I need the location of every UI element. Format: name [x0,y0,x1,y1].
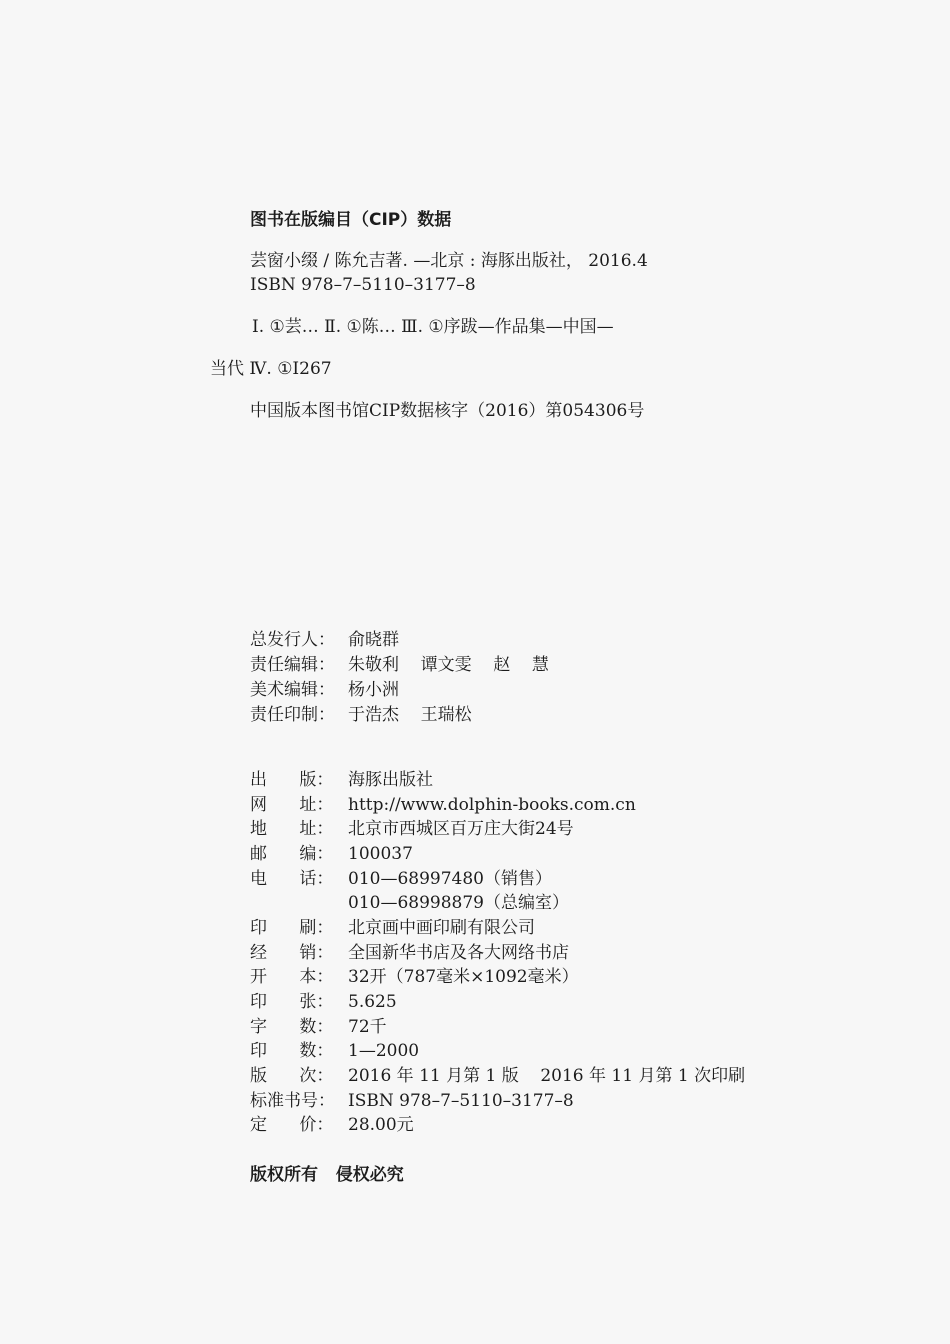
pub-value: 海豚出版社 [348,770,433,790]
pub-row [250,769,433,791]
pub-value: 北京画中画印刷有限公司 [348,918,535,938]
cip-isbn-line: ISBN 978–7–5110–3177–8 [250,275,476,295]
pub-row [250,1016,387,1038]
staff-row [250,629,399,651]
pub-label: 经 销： [250,943,334,963]
pub-value: 010—68998879（总编室） [348,893,569,913]
pub-row [250,868,552,890]
staff-value: 朱敬利 谭文雯 赵 慧 [348,655,549,675]
pub-value: 北京市西城区百万庄大街24号 [348,819,574,839]
pub-value: 010—68997480（销售） [348,869,552,889]
pub-row [250,991,397,1013]
pub-label: 出 版： [250,770,334,790]
pub-label: 印 张： [250,992,334,1012]
pub-value: 5.625 [348,992,397,1012]
pub-value: 1—2000 [348,1041,420,1061]
staff-row [250,654,549,676]
pub-label: 字 数： [250,1017,334,1037]
staff-row [250,704,472,726]
pub-row [250,1114,414,1136]
pub-label: 定 价： [250,1115,334,1135]
rights-notice: 版权所有 侵权必究 [250,1165,404,1185]
pub-value: 32开（787毫米×1092毫米） [348,967,579,987]
staff-label: 责任编辑： [250,655,335,675]
pub-row [250,1090,574,1112]
pub-value: ISBN 978–7–5110–3177–8 [348,1091,574,1111]
cip-record-number: 中国版本图书馆CIP数据核字（2016）第054306号 [250,401,645,421]
cip-heading: 图书在版编目（CIP）数据 [250,210,452,230]
pub-label: 邮 编： [250,844,334,864]
pub-row [250,1040,419,1062]
pub-value: 100037 [348,844,413,864]
pub-label: 网 址： [250,795,334,815]
pub-label: 印 数： [250,1041,334,1061]
pub-label: 开 本： [250,967,334,987]
pub-row [250,794,636,816]
staff-row [250,679,399,701]
pub-label: 电 话： [250,869,334,889]
cip-classification-line-2: 当代 Ⅳ. ①I267 [210,359,332,379]
pub-row [250,966,579,988]
staff-value: 杨小洲 [348,680,399,700]
staff-label: 责任印制： [250,705,335,725]
pub-label: 版 次： [250,1066,334,1086]
pub-label: 地 址： [250,819,334,839]
pub-row [250,1065,745,1087]
cip-classification-line: Ⅰ. ①芸… Ⅱ. ①陈… Ⅲ. ①序跋—作品集—中国— [252,317,614,337]
staff-value: 俞晓群 [348,630,399,650]
pub-row [250,892,569,914]
pub-label: 标准书号： [250,1091,335,1111]
staff-label: 美术编辑： [250,680,335,700]
pub-value: 全国新华书店及各大网络书店 [348,943,569,963]
pub-row [250,917,535,939]
pub-row [250,843,413,865]
pub-value: http://www.dolphin-books.com.cn [348,795,636,815]
cip-title-line: 芸窗小缀 / 陈允吉著. —北京 : 海豚出版社， 2016.4 [250,251,648,271]
staff-label: 总发行人： [250,630,335,650]
pub-label: 印 刷： [250,918,334,938]
pub-row [250,942,569,964]
staff-value: 于浩杰 王瑞松 [348,705,472,725]
pub-value: 2016 年 11 月第 1 版 2016 年 11 月第 1 次印刷 [348,1066,746,1086]
pub-value: 72千 [348,1017,387,1037]
pub-value: 28.00元 [348,1115,414,1135]
pub-row [250,818,574,840]
